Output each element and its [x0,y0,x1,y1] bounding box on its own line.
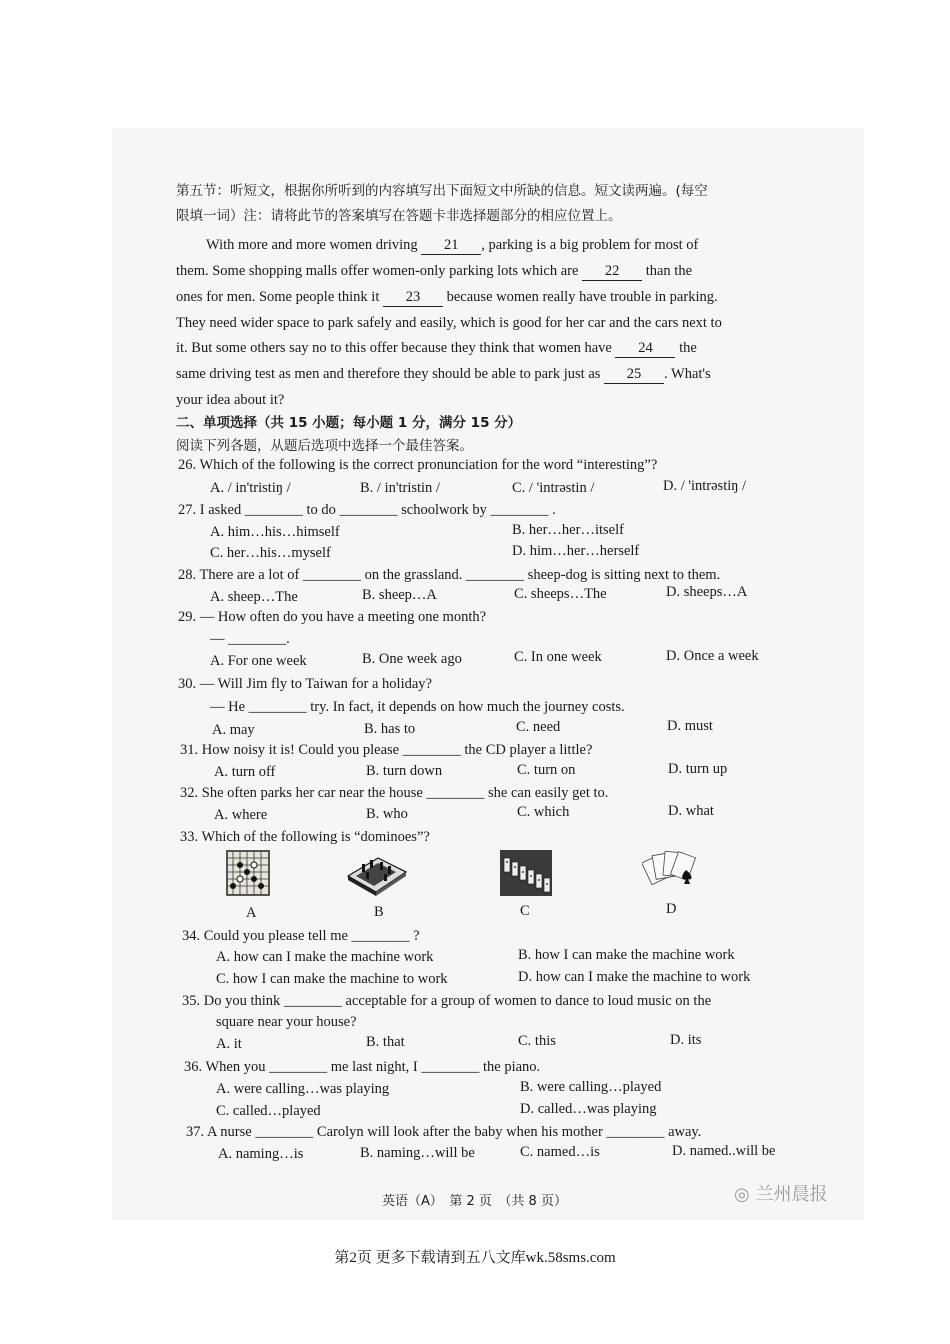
option-37a[interactable]: A. naming…is [218,1146,304,1162]
chess-board-picture[interactable] [344,850,410,898]
bottom-caption: 第2页 更多下载请到五八文库wk.58sms.com [334,1250,616,1266]
question-27: 27. I asked ________ to do ________ schoolwork by ________ . [178,502,556,518]
answer-blank-21[interactable]: 21 [421,236,481,255]
question-26: 26. Which of the following is the correct pronunciation for the word “interesting”? [178,457,658,473]
option-33d-label[interactable]: D [666,901,677,917]
option-26d[interactable]: D. / 'intrəstiŋ / [663,478,747,494]
passage-text: your idea about it? [176,392,285,408]
answer-blank-22[interactable]: 22 [582,262,642,281]
option-33c-label[interactable]: C [520,903,530,919]
option-29a[interactable]: A. For one week [210,653,307,669]
passage-text: . What's [664,366,711,382]
option-28c[interactable]: C. sheeps…The [514,586,607,602]
option-37b[interactable]: B. naming…will be [360,1145,475,1161]
question-36: 36. When you ________ me last night, I ________ the piano. [184,1059,541,1075]
option-35a[interactable]: A. it [216,1036,242,1052]
option-32c[interactable]: C. which [517,804,570,820]
watermark: ◎ 兰州晨报 [734,1184,828,1205]
option-28a[interactable]: A. sheep…The [210,589,298,605]
passage-line [176,288,718,307]
option-34d[interactable]: D. how can I make the machine to work [518,969,751,985]
option-37d[interactable]: D. named..will be [672,1143,776,1159]
option-32a[interactable]: A. where [214,807,268,823]
passage-line [176,262,692,281]
option-31d[interactable]: D. turn up [668,761,728,777]
go-board-picture[interactable] [226,850,270,896]
option-33b-label[interactable]: B [374,904,384,920]
question-30-line2: — He ________ try. In fact, it depends on how much the journey costs. [210,699,625,715]
option-36a[interactable]: A. were calling…was playing [216,1081,390,1097]
option-30b[interactable]: B. has to [364,721,416,737]
section2-instruction: 阅读下列各题，从题后选项中选择一个最佳答案。 [176,438,473,454]
playing-cards-picture[interactable] [642,848,702,894]
question-35: 35. Do you think ________ acceptable for a group of women to dance to loud music on the [182,993,712,1009]
option-36b[interactable]: B. were calling…played [520,1079,662,1095]
option-29d[interactable]: D. Once a week [666,648,759,664]
option-27a[interactable]: A. him…his…himself [210,524,340,540]
answer-blank-24[interactable]: 24 [615,339,675,358]
question-29: 29. — How often do you have a meeting one month? [178,609,487,625]
option-26b[interactable]: B. / in'tristin / [360,480,440,496]
passage-line [206,236,698,255]
option-36c[interactable]: C. called…played [216,1103,321,1119]
section5-instruction-line2: 限填一词）注：请将此节的答案填写在答题卡非选择题部分的相应位置上。 [176,208,622,224]
answer-blank-23[interactable]: 23 [383,288,443,307]
passage-text: the [675,340,697,356]
option-27b[interactable]: B. her…her…itself [512,522,624,538]
question-32: 32. She often parks her car near the house ________ she can easily get to. [180,785,609,801]
option-26c[interactable]: C. / 'intrəstin / [512,480,595,496]
option-30a[interactable]: A. may [212,722,255,738]
option-30c[interactable]: C. need [516,719,561,735]
question-37: 37. A nurse ________ Carolyn will look after the baby when his mother ________ away. [186,1124,702,1140]
option-34a[interactable]: A. how can I make the machine work [216,949,434,965]
answer-blank-25[interactable]: 25 [604,365,664,384]
page-footer: 英语（A） 第 2 页 （共 8 页） [382,1194,567,1209]
option-27c[interactable]: C. her…his…myself [210,545,331,561]
passage-text: With more and more women driving [206,237,422,253]
question-34: 34. Could you please tell me ________ ? [182,928,420,944]
passage-text: it. But some others say no to this offer because they think that women have [176,340,616,356]
option-31a[interactable]: A. turn off [214,764,276,780]
section2-title: 二、单项选择（共 15 小题；每小题 1 分，满分 15 分） [176,415,522,431]
question-28: 28. There are a lot of ________ on the grassland. ________ sheep-dog is sitting next to them. [178,567,721,583]
option-31c[interactable]: C. turn on [517,762,576,778]
option-34c[interactable]: C. how I can make the machine to work [216,971,448,987]
passage-line [176,314,722,332]
passage-text: same driving test as men and therefore they should be able to park just as [176,366,605,382]
option-29c[interactable]: C. In one week [514,649,602,665]
option-28b[interactable]: B. sheep…A [362,587,437,603]
option-33a-label[interactable]: A [246,905,257,921]
passage-text: than the [642,263,693,279]
question-31: 31. How noisy it is! Could you please ________ the CD player a little? [180,742,593,758]
option-36d[interactable]: D. called…was playing [520,1101,657,1117]
option-35b[interactable]: B. that [366,1034,405,1050]
question-33: 33. Which of the following is “dominoes”? [180,829,430,845]
question-29-answer-line: — ________. [210,631,290,647]
option-27d[interactable]: D. him…her…herself [512,543,640,559]
option-30d[interactable]: D. must [667,718,713,734]
passage-text: ones for men. Some people think it [176,289,383,305]
passage-line [176,339,697,358]
passage-line [176,391,284,409]
passage-line [176,365,711,384]
dominoes-picture[interactable] [500,850,552,896]
option-37c[interactable]: C. named…is [520,1144,600,1160]
option-35d[interactable]: D. its [670,1032,702,1048]
section5-instruction-line1: 第五节：听短文，根据你所听到的内容填写出下面短文中所缺的信息。短文读两遍。(每空 [176,183,708,199]
passage-text: them. Some shopping malls offer women-only parking lots which are [176,263,583,279]
option-31b[interactable]: B. turn down [366,763,443,779]
option-32b[interactable]: B. who [366,806,408,822]
wechat-icon: ◎ [734,1184,750,1205]
passage-text: because women really have trouble in parking. [443,289,718,305]
option-26a[interactable]: A. / in'tristiŋ / [210,480,291,496]
option-29b[interactable]: B. One week ago [362,651,462,667]
question-30: 30. — Will Jim fly to Taiwan for a holiday? [178,676,432,692]
option-34b[interactable]: B. how I can make the machine work [518,947,735,963]
option-35c[interactable]: C. this [518,1033,556,1049]
option-28d[interactable]: D. sheeps…A [666,584,748,600]
passage-text: They need wider space to park safely and easily, which is good for her car and the cars next to [176,315,722,331]
question-35-line2: square near your house? [216,1014,357,1030]
passage-text: , parking is a big problem for most of [481,237,699,253]
option-32d[interactable]: D. what [668,803,714,819]
